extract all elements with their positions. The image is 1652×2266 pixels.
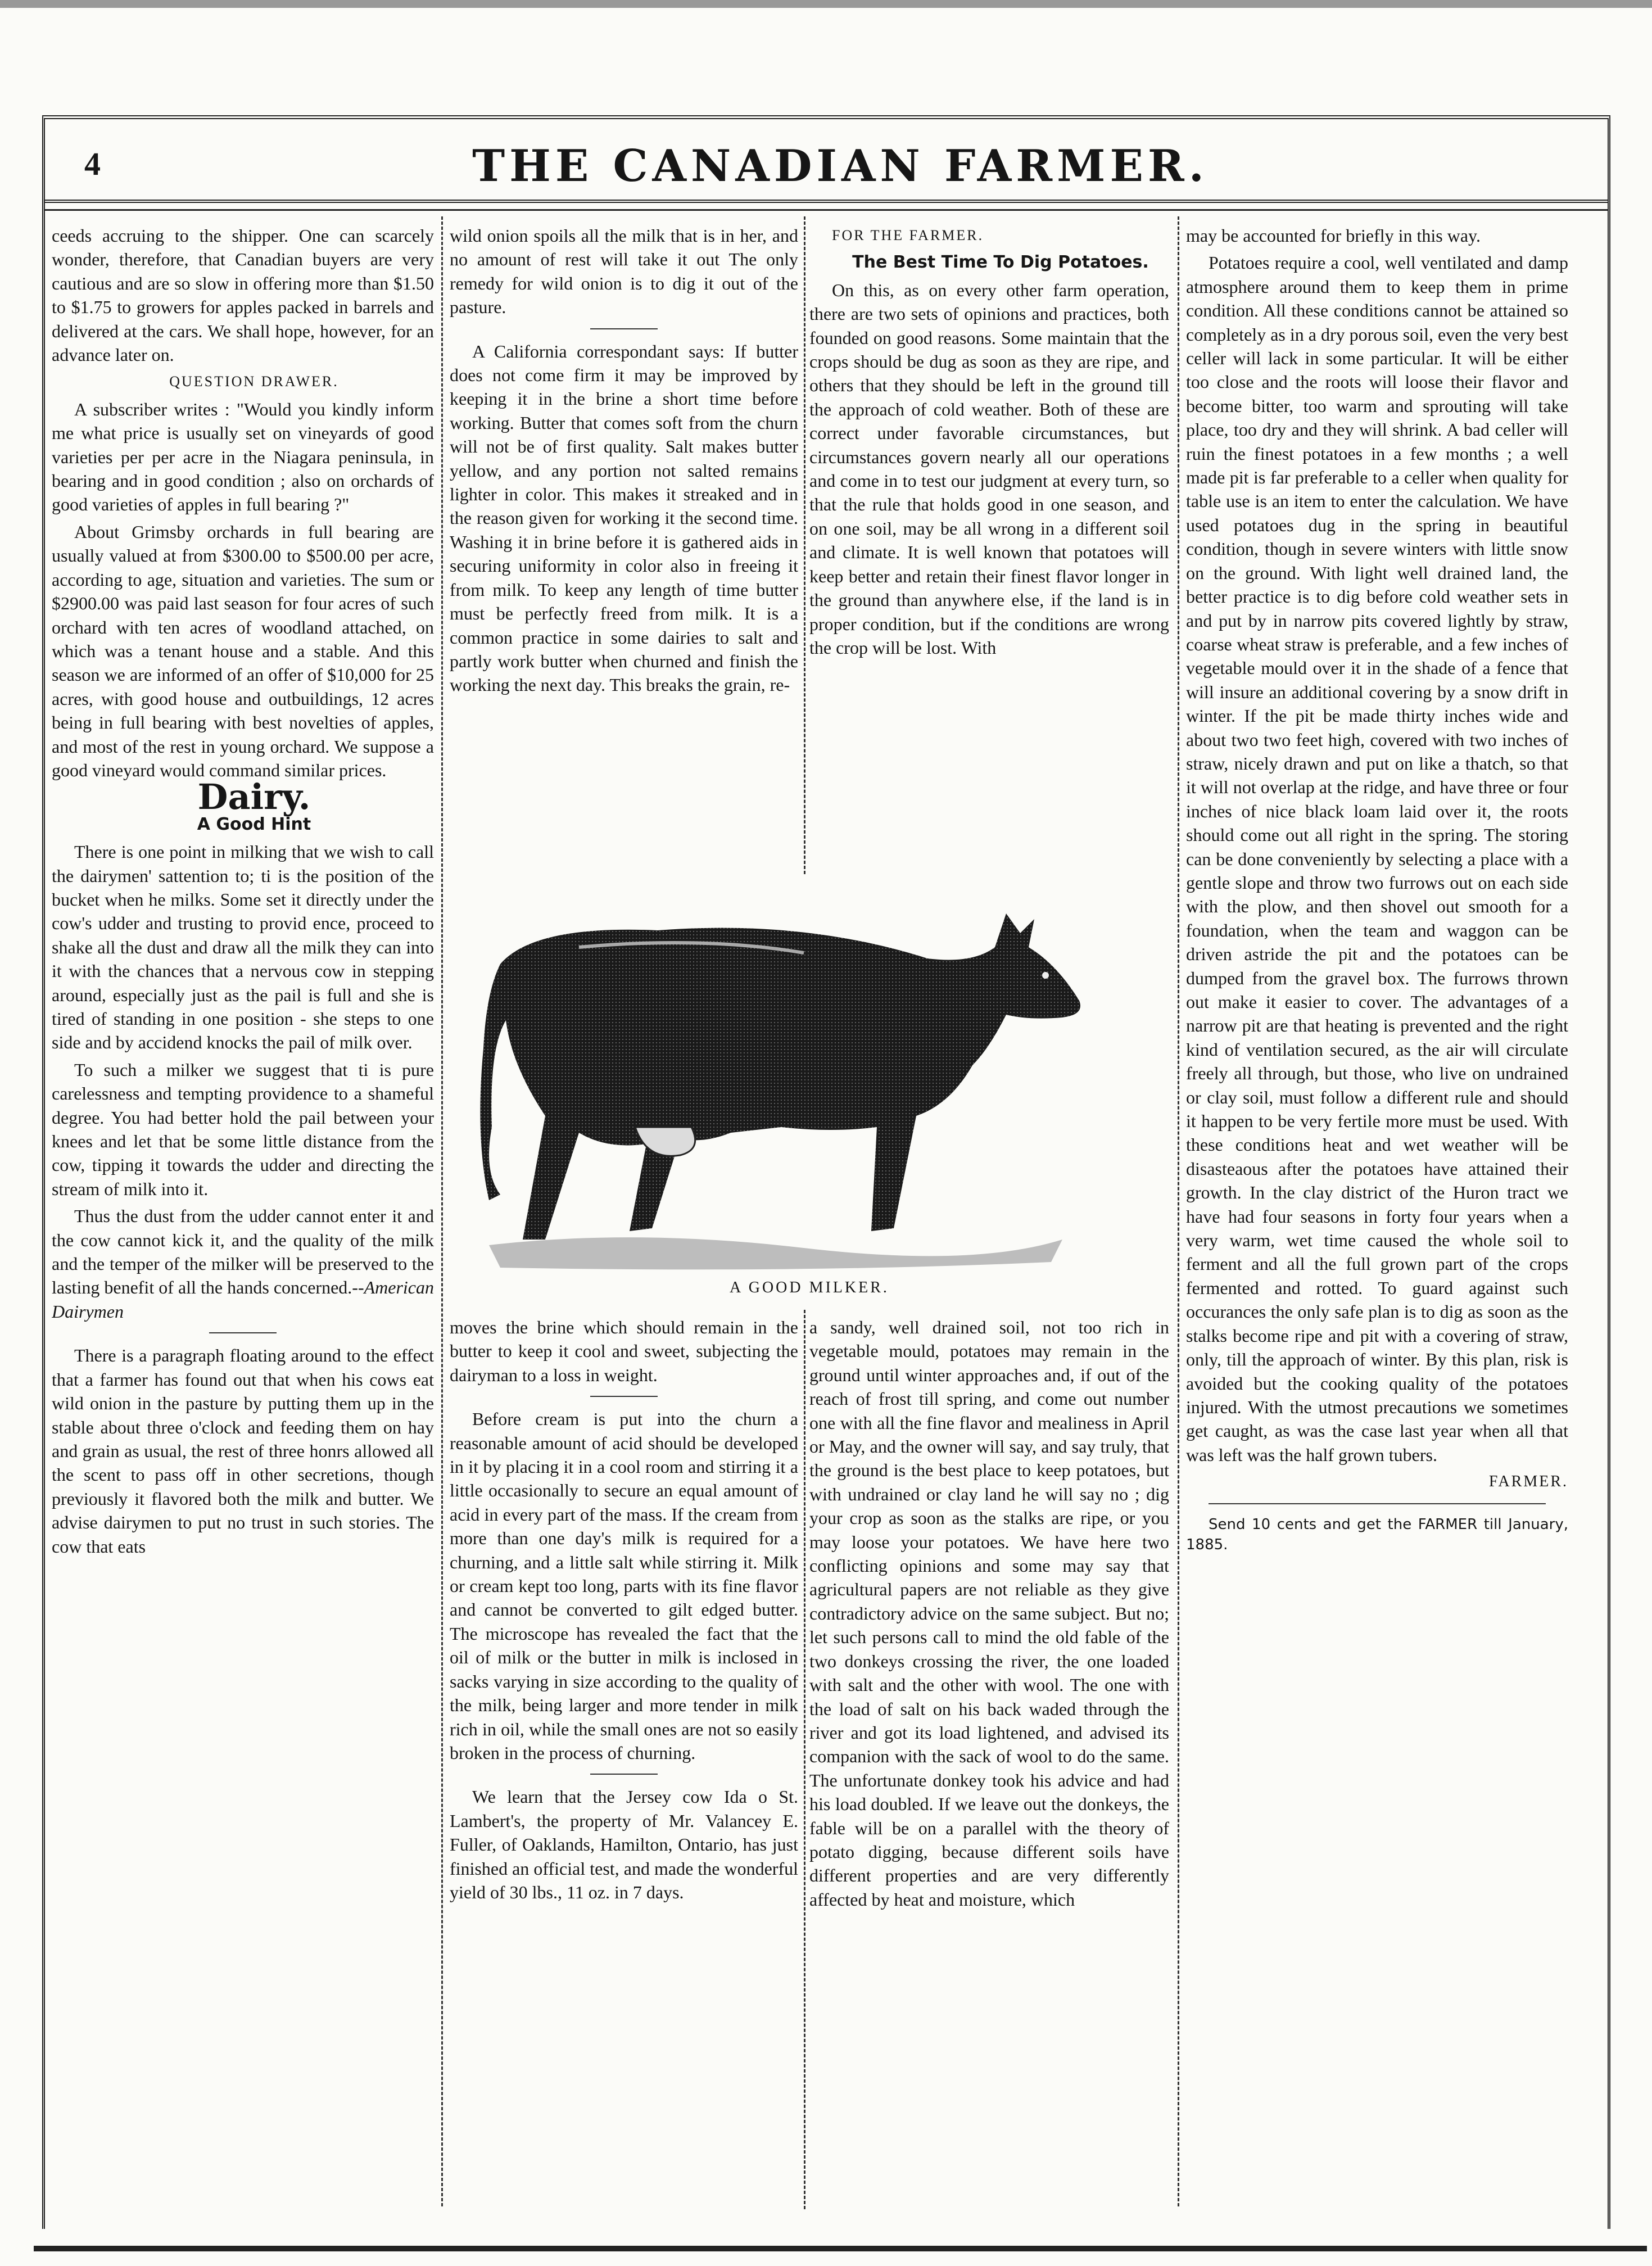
column-divider — [1178, 216, 1179, 2206]
section-heading-dairy: Dairy. — [197, 776, 311, 818]
article-paragraph: Before cream is put into the churn a reasonable amount of acid should be developed in it by placing it in a cool room and stirring it a little occasionally to secure an equal amount of acid in every part of the mass. If the cream from more than one day's milk is required for a churning, and a little salt while stirring it. Milk or cream kept too long, parts with its fine flavor and cannot be converted to gilt edged butter. The microscope has revealed the fact that the oil of milk or the butter in milk is inclosed in sacks varying in size according to the quality of the milk, being larger and more tender in milk rich in oil, while the small ones are not so easily broken in the process of churning. — [450, 1409, 798, 1763]
column-2-bottom — [450, 1315, 798, 2215]
article-paragraph: ceeds accruing to the shipper. One can scarcely wonder, therefore, that Canadian buyers are very cautious and are so slow in offering more than $1.50 to $1.75 to growers for apples packed in barrels and delivered at the cars. We shall hope, however, for an advance later on. — [52, 225, 434, 365]
article-paragraph: A California correspondant says: If butter does not come firm it may be improved by keeping it in the brine a short time before working. Butter that comes soft from the churn will not be of first quality. Salt makes butter yellow, and any portion not salted remains lighter in color. This makes it streaked and in the reason given for working it the second time. Washing it in brine before it is gathered aids in securing uniformity in color also in freeing it from milk. To keep any length of time butter must be perfectly freed from milk. It is a common practice in some dairies to salt and partly work butter when churned and finish the working the next day. This breaks the grain, re- — [450, 341, 798, 695]
column-3-top — [809, 224, 1169, 876]
section-heading-question-drawer: QUESTION DRAWER. — [169, 373, 339, 390]
article-separator — [1209, 1503, 1546, 1504]
article-heading: The Best Time To Dig Potatoes. — [852, 252, 1149, 273]
article-paragraph: may be accounted for briefly in this way. — [1186, 225, 1481, 246]
column-divider — [804, 1310, 805, 2209]
masthead-rule — [45, 200, 1608, 203]
article-separator — [590, 1774, 658, 1775]
column-4 — [1186, 224, 1568, 2214]
masthead-rule-thin — [45, 209, 1608, 211]
article-paragraph: a sandy, well drained soil, not too rich in vegetable mould, potatoes may remain in the ground until winter approaches and, if out of the reach of frost till spring, and come out number one with all the fine flavor and mealiness in April or May, and the owner will say, and say truly, that the ground is the best place to keep potatoes, but with undrained or clay land he will say no ; dig your crop as soon as the stalks are ripe, or you may loose your potatoes. We have here two conflicting opinions and some may say that agricultural papers are not reliable as they give contradictory advice on the same subject. But no; let such persons call to mind the old fable of the two donkeys crossing the river, the one loaded with salt and the other with wool. The one with the load of salt on his back waded through the river and got its load lightened, and advised its companion with the sack of wool to do the same. The unfortunate donkey took his advice and had his load doubled. If we leave out the donkeys, the fable will be on a parallel with the theory of potato digging, because different soils have different properties and are very differently affected by heat and moisture, which — [809, 1317, 1169, 1910]
column-1 — [52, 224, 434, 2214]
column-divider — [804, 216, 805, 874]
byline: FOR THE FARMER. — [832, 227, 984, 243]
article-paragraph: There is one point in milking that we wish to call the dairymen' sattention to; ti is the position of the bucket when he milks. Some set it directly under the cow's udder and trusting to provid ence, proceed to shake all the dust and draw all the milk they can into it with the chances that a nervous cow in stepping around, especially just as the pail is full and she is tired of standing in one position - she steps to one side and by accidend knocks the pail of milk over. — [52, 842, 434, 1053]
article-paragraph: A subscriber writes : "Would you kindly inform me what price is usually set on vineyards of good varieties per per acre in the Niagara peninsula, in bearing and in good condition ; also on orchards of good varieties of apples in full bearing ?" — [52, 399, 434, 515]
article-separator — [209, 1332, 277, 1333]
source-credit: --American Dairymen — [52, 1277, 434, 1322]
article-paragraph — [52, 1204, 434, 1323]
article-paragraph: To such a milker we suggest that ti is pure carelessness and tempting providence to a shameful degree. You had better hold the pail between your knees and let that be some little distance from the cow, tipping it towards the udder and directing the stream of milk into it. — [52, 1059, 434, 1199]
page-number: 4 — [84, 146, 101, 182]
article-paragraph: There is a paragraph floating around to the effect that a farmer has found out that when his cows eat wild onion in the pasture by putting them up in the stable about three o'clock and feeding them on hay and grain as usual, the rest of three honrs allowed all the scent to pass off in other secretions, though previously it flavored both the milk and butter. We advise dairymen to put no trust in such stories. The cow that eats — [52, 1345, 434, 1557]
article-paragraph: We learn that the Jersey cow Ida o St. Lambert's, the property of Mr. Valancey E. Fuller, of Oaklands, Hamilton, Ontario, has just finished an official test, and made the wonderful yield of 30 lbs., 11 oz. in 7 days. — [450, 1786, 798, 1902]
subscription-notice: Send 10 cents and get the FARMER till January, 1885. — [1186, 1516, 1568, 1553]
article-separator — [590, 1396, 658, 1397]
scan-edge-top — [0, 0, 1652, 8]
article-text: Thus the dust from the udder cannot enter it and the cow cannot kick it, and the quality of the milk and the temper of the milker will be preserved to the lasting benefit of all the hands concerned. — [52, 1206, 434, 1298]
article-paragraph: About Grimsby orchards in full bearing are usually valued at from $300.00 to $500.00 per acre, according to age, situation and varieties. The sum or $2900.00 was paid last season for four acres of such orchard with ten acres of woodland attached, on which was a tenant house and a stable. And this season we are informed of an offer of $10,000 for 25 acres, with good house and outbuildings, 12 acres being in full bearing with best novelties of apples, and most of the rest in young orchard. We suppose a good vineyard would command similar prices. — [52, 521, 434, 780]
author-signature: FARMER. — [1488, 1473, 1568, 1491]
cow-illustration — [467, 880, 1152, 1273]
article-heading: A Good Hint — [197, 814, 311, 834]
column-divider — [441, 216, 443, 2206]
article-paragraph: On this, as on every other farm operation, there are two sets of opinions and practices, both founded on good reasons. Some maintain that the crops should be dug as soon as they are ripe, and others that they should be left in the ground till the approach of cold weather. Both of these are correct under favorable circumstances, but circumstances govern nearly all our operations and come in to test our judgment at every turn, so that the rule that holds good in one season, and on one soil, may be all wrong in a different soil and climate. It is well known that potatoes will keep better and retain their finest flavor longer in the ground than anywhere else, if the land is in proper condition, but if the conditions are wrong the crop will be lost. With — [809, 279, 1169, 658]
article-paragraph: wild onion spoils all the milk that is in her, and no amount of rest will take it out The only remedy for wild onion is to dig it out of the pasture. — [450, 225, 798, 318]
newspaper-masthead: THE CANADIAN FARMER. — [472, 141, 1209, 192]
article-paragraph: moves the brine which should remain in the butter to keep it cool and sweet, subjecting the dairyman to a loss in weight. — [450, 1317, 798, 1385]
article-paragraph: Potatoes require a cool, well ventilated and damp atmosphere around them to keep them in prime condition. All these conditions cannot be attained so completely as in a dry porous soil, even the very best celler will lack in some particular. It will be either too close and the roots will loose their flavor and become bitter, too warm and sprouting will take place, too dry and they will shrink. A bad celler will ruin the finest potatoes in a few months ; a well made pit is far preferable to a celler when quality for table use is an item to enter the calculation. We have used potatoes dug in the spring in beautiful condition, though in severe winters with little snow on the ground. With light well drained land, the better practice is to dig before cold weather sets in and put by in narrow pits covered lightly by straw, coarse wheat straw is preferable, and a few inches of vegetable mould over it in the shade of a fence that will insure an additional covering by a snow drift in winter. If the pit be made thirty inches wide and about two two feet high, covered with two inches of straw, nicely drawn and put on like a thatch, so that it will not overlap at the ridge, and have three or four inches of nice black loam laid over it, the roots should come out all right in the spring. The storing can be done conveniently by selecting a place with a gentle slope and throw two furrows out on each side with the plow, and then shovel out smooth for a foundation, when the team and waggon can be driven astride the pit and the potatoes can be dumped from the gravel box. The furrows thrown out make it easier to cover. The advantages of a narrow pit are that heating is prevented and the right kind of ventilation secured, as the air will circulate freely all through, but those, who live on undrained or clay soil, must follow a different rule and should it happen to be very fertile more must be used. With these conditions heat and wet weather will be disasteaous after the potatoes have attained their growth. In the clay district of the Huron tract we have had four seasons in forty four years when a very warm, wet time caused the whole soil to ferment and all the full grown part of the crops fermented and rotted. To guard against such occurances the only safe plan is to dig as soon as the stalks become ripe and pit with a covering of straw, only, till the approach of winter. By this plan, risk is avoided but the cooking quality of the potatoes injured. With the utmost precautions we sometimes get caught, as was the case last year when all that was left was the half grown tubers. — [1186, 252, 1568, 1465]
column-2-top — [450, 224, 798, 876]
scan-edge-bottom — [34, 2246, 1647, 2251]
column-3-bottom — [809, 1315, 1169, 2215]
article-separator — [590, 328, 658, 329]
illustration-caption: A GOOD MILKER. — [730, 1279, 889, 1296]
